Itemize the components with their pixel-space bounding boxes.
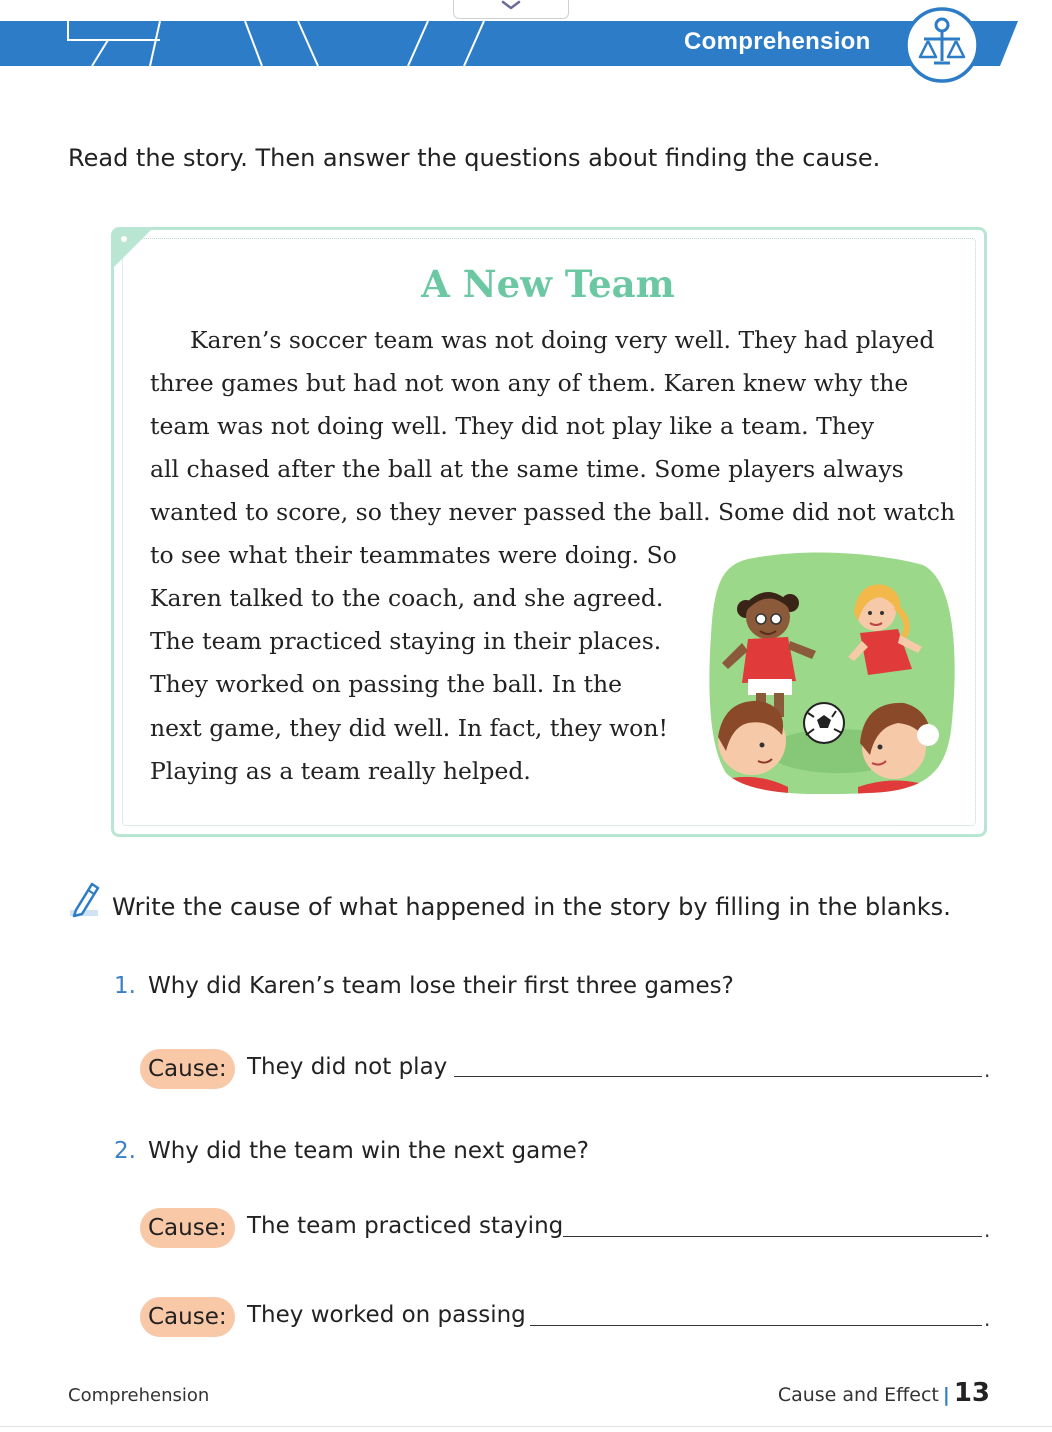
cause-prompt: They did not play (247, 1054, 448, 1080)
question-text: Why did Karen’s team lose their first three games? (147, 973, 734, 999)
answer-blank-2[interactable] (563, 1236, 982, 1237)
question-1 (114, 973, 734, 999)
question-text: Why did the team win the next game? (147, 1138, 589, 1164)
scale-balance-icon (900, 5, 988, 85)
cause-prompt: They worked on passing (247, 1302, 526, 1328)
answer-blank-3[interactable] (530, 1325, 982, 1326)
sentence-period: . (984, 1218, 991, 1242)
story-line: They worked on passing the ball. In the (150, 670, 623, 698)
footer-separator: | (942, 1384, 950, 1406)
story-line: three games but had not won any of them. Karen knew why the (150, 369, 909, 397)
bottom-divider (0, 1426, 1052, 1427)
story-line: Karen talked to the coach, and she agreed. (150, 584, 664, 612)
story-line: Karen’s soccer team was not doing very well. They had played (190, 326, 935, 354)
section-title: Comprehension (684, 28, 871, 55)
question-number: 2. (114, 1138, 136, 1164)
footer-page-info (778, 1378, 990, 1408)
answer-blank-1[interactable] (454, 1076, 982, 1077)
sentence-period: . (984, 1307, 991, 1331)
soccer-players-illustration (708, 551, 956, 794)
page-number: 13 (953, 1378, 990, 1408)
story-line: all chased after the ball at the same time. Some players always (150, 455, 904, 483)
story-line: to see what their teammates were doing. So (150, 541, 677, 569)
story-line: next game, they did well. In fact, they won! (150, 714, 668, 742)
sentence-period: . (984, 1058, 991, 1082)
task-instruction: Write the cause of what happened in the story by filling in the blanks. (112, 893, 951, 921)
footer-topic-label: Cause and Effect (777, 1384, 939, 1406)
chevron-down-icon (454, 0, 568, 16)
cause-label: Cause: (140, 1297, 235, 1337)
pencil-write-icon (68, 880, 102, 920)
footer-section-label: Comprehension (68, 1385, 210, 1406)
story-line: Playing as a team really helped. (150, 757, 531, 785)
question-number: 1. (114, 973, 136, 999)
cause-label: Cause: (140, 1049, 235, 1089)
instruction-text: Read the story. Then answer the questions about finding the cause. (68, 144, 881, 172)
story-title: A New Team (421, 262, 675, 306)
question-2 (114, 1138, 589, 1164)
cause-label: Cause: (140, 1208, 235, 1248)
story-line: team was not doing well. They did not play like a team. They (150, 412, 875, 440)
collapse-tab[interactable] (453, 0, 569, 19)
story-line: wanted to score, so they never passed the ball. Some did not watch (150, 498, 956, 526)
cause-prompt: The team practiced staying (247, 1213, 564, 1239)
story-line: The team practiced staying in their places. (150, 627, 662, 655)
